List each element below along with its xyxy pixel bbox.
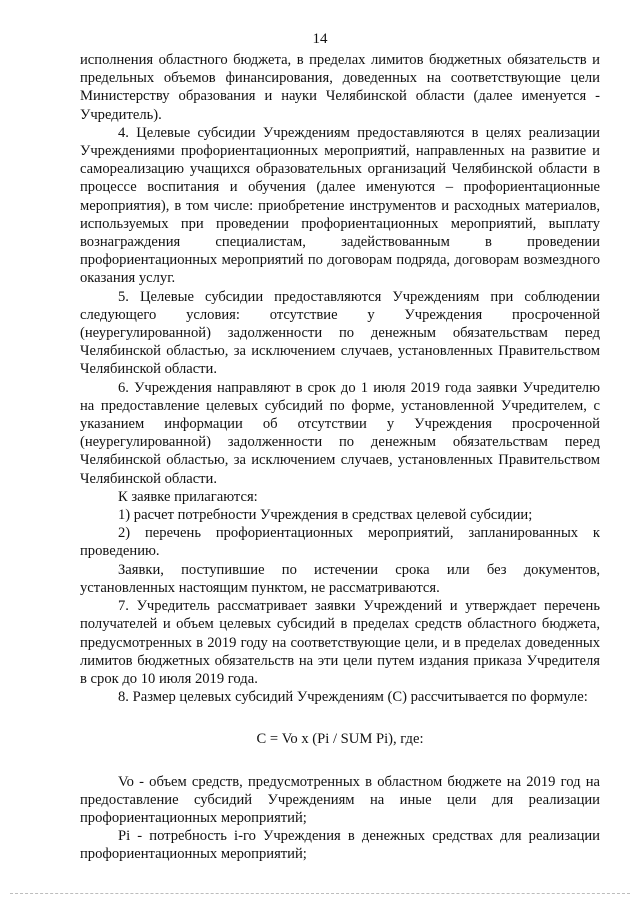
paragraph-attachments-intro: К заявке прилагаются: (118, 488, 258, 505)
paragraph-item-7: 7. Учредитель рассматривает заявки Учреждений и утверждает перечень получателей и объем целевых субсидий в пределах средств областного бюджета, предусмотренных в 2019 году на соответствующие цели, и в пределах доведенных лимитов бюджетных обязательств на эти цели путем издания приказа Учредителя в срок до 10 июля 2019 года. (80, 598, 600, 687)
subsidy-formula: С = Vo х (Pi / SUM Pi), где: (256, 731, 424, 748)
definition-pi: Pi - потребность i-го Учреждения в денежных средствах для реализации профориентационных мероприятий; (80, 828, 600, 863)
page-number: 14 (312, 31, 328, 47)
page-bottom-divider (10, 893, 630, 894)
definition-vo: Vo - объем средств, предусмотренных в областном бюджете на 2019 год на предоставление субсидий Учреждениям на иные цели для реализации профориентационных мероприятий; (80, 773, 600, 826)
document-body (80, 51, 600, 864)
paragraph-attachment-2: 2) перечень профориентационных мероприятий, запланированных к проведению. (80, 525, 600, 560)
paragraph-continuation: исполнения областного бюджета, в пределах лимитов бюджетных обязательств и предельных объемов финансирования, доведенных на соответствующие цели Министерству образования и науки Челябинской области (далее именуется - Учредитель). (80, 52, 600, 123)
paragraph-item-4: 4. Целевые субсидии Учреждениям предоставляются в целях реализации Учреждениями профориентационных мероприятий, направленных на развитие и самореализацию учащихся образовательных организаций Челябинской области в процессе воспитания и обучения (далее именуются – профориентационные мероприятия), в том числе: приобретение инструментов и расходных материалов, используемых при проведении профориентационных мероприятий, выплату вознаграждения специалистам, задействованным в проведении профориентационных мероприятий по договорам подряда, договорам возмездного оказания услуг. (80, 124, 600, 287)
paragraph-attachment-1: 1) расчет потребности Учреждения в средствах целевой субсидии; (118, 507, 533, 524)
paragraph-item-6: 6. Учреждения направляют в срок до 1 июля 2019 года заявки Учредителю на предоставление целевых субсидий по форме, установленной Учредителем, с указанием информации об отсутствии у Учреждения просроченной (неурегулированной) задолженности по денежным обязательствам перед Челябинской областью, за исключением случаев, установленных Правительством Челябинской области. (80, 379, 600, 487)
paragraph-item-8: 8. Размер целевых субсидий Учреждениям (С) рассчитывается по формуле: (118, 689, 588, 706)
paragraph-late-applications: Заявки, поступившие по истечении срока или без документов, установленных настоящим пунктом, не рассматриваются. (80, 561, 600, 596)
paragraph-item-5: 5. Целевые субсидии предоставляются Учреждениям при соблюдении следующего условия: отсутствие у Учреждения просроченной (неурегулированной) задолженности по денежным обязательствам перед Челябинской областью, за исключением случаев, установленных Правительством Челябинской области. (80, 288, 600, 378)
